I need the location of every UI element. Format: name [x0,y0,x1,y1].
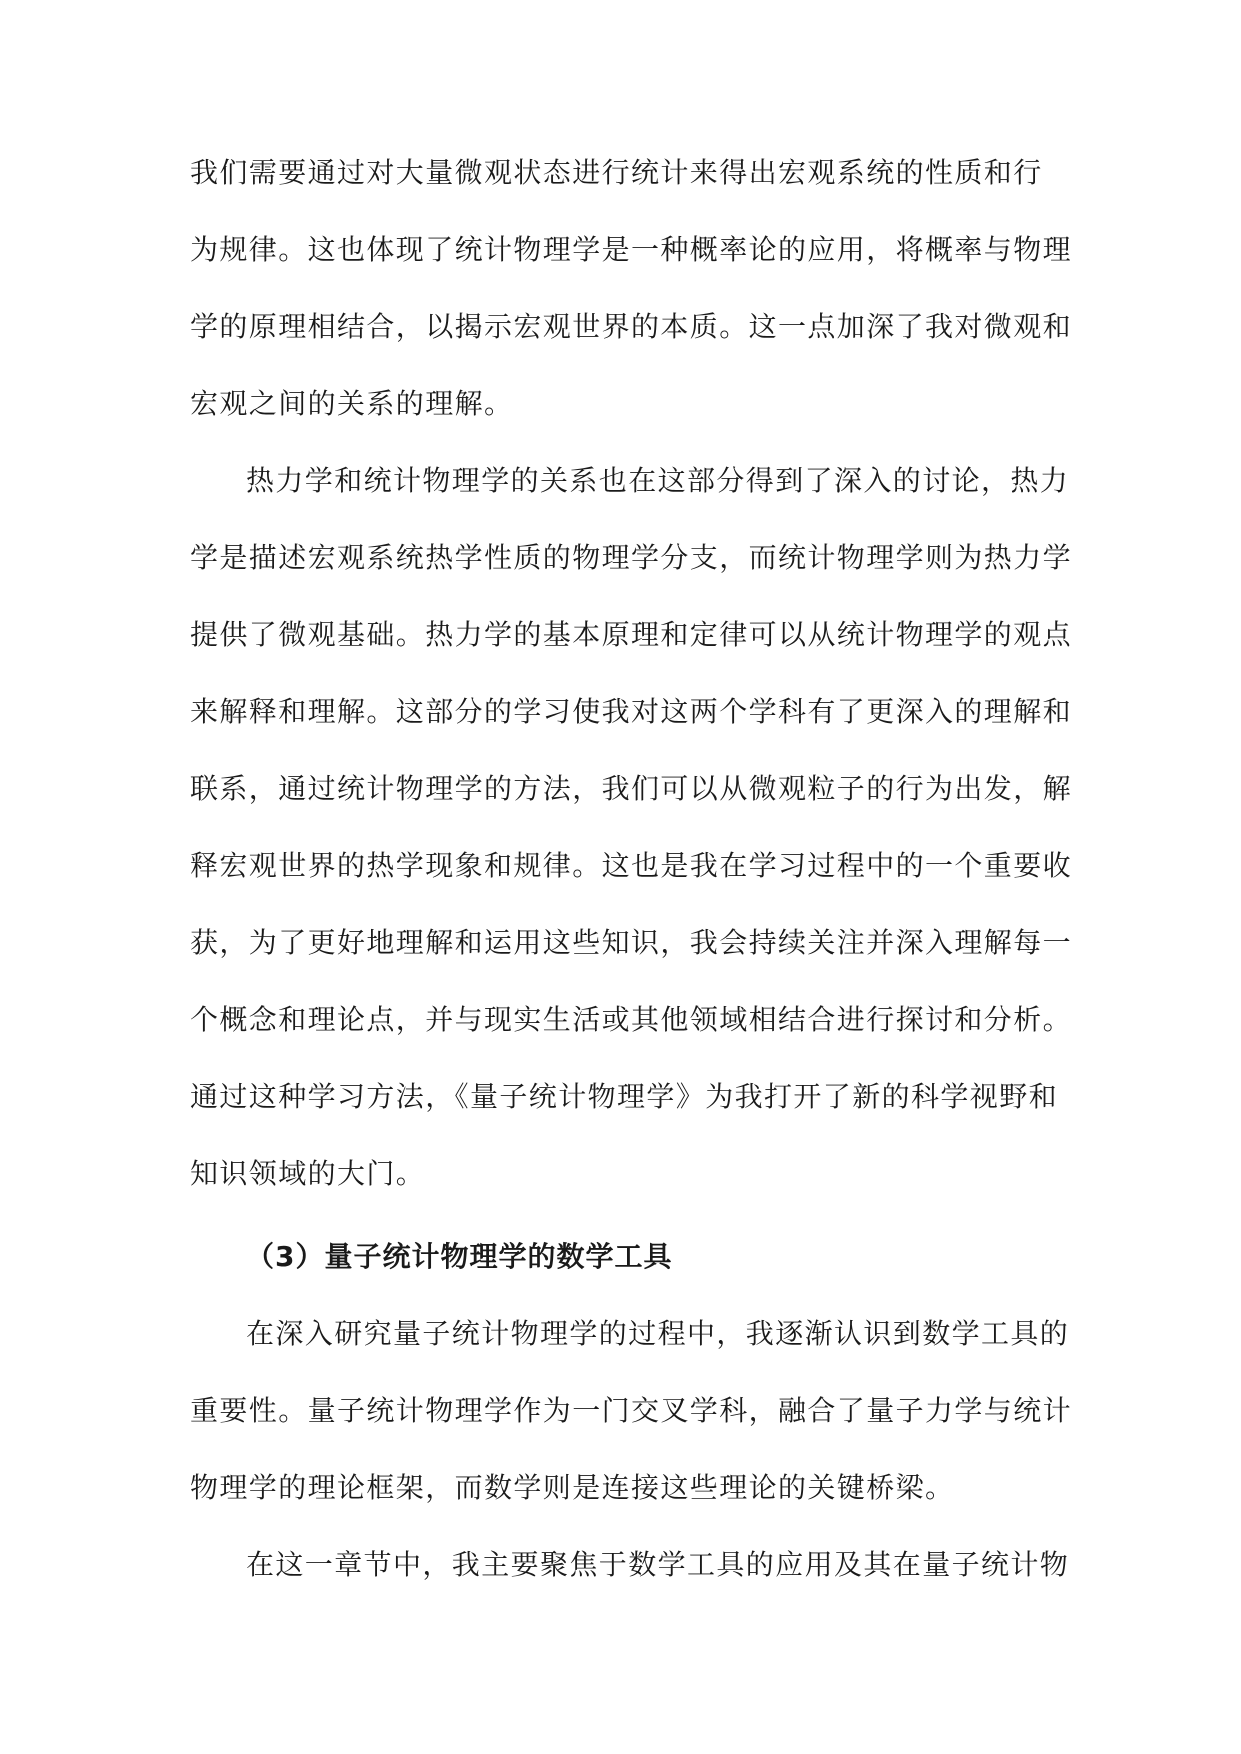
paragraph-line: 获，为了更好地理解和运用这些知识，我会持续关注并深入理解每一 [190,926,1073,959]
paragraph-line: 为规律。这也体现了统计物理学是一种概率论的应用，将概率与物理 [190,233,1073,266]
paragraph-line: 学是描述宏观系统热学性质的物理学分支，而统计物理学则为热力学 [190,541,1073,574]
paragraph-line: 重要性。量子统计物理学作为一门交叉学科，融合了量子力学与统计 [190,1394,1073,1427]
paragraph-line: 我们需要通过对大量微观状态进行统计来得出宏观系统的性质和行 [190,156,1043,189]
paragraph-line: 联系，通过统计物理学的方法，我们可以从微观粒子的行为出发，解 [190,772,1073,805]
paragraph-line: 学的原理相结合，以揭示宏观世界的本质。这一点加深了我对微观和 [190,310,1073,343]
paragraph-line: 在深入研究量子统计物理学的过程中，我逐渐认识到数学工具的 [246,1317,1070,1350]
body-text-upper [190,134,1073,1212]
paragraph-line: 在这一章节中，我主要聚焦于数学工具的应用及其在量子统计物 [246,1548,1070,1581]
paragraph-line: 个概念和理论点，并与现实生活或其他领域相结合进行探讨和分析。 [190,1003,1073,1036]
paragraph-line: 物理学的理论框架，而数学则是连接这些理论的关键桥梁。 [190,1471,955,1504]
paragraph-line: 通过这种学习方法，《量子统计物理学》为我打开了新的科学视野和 [190,1080,1059,1113]
paragraph-line: 来解释和理解。这部分的学习使我对这两个学科有了更深入的理解和 [190,695,1073,728]
paragraph-line: 知识领域的大门。 [190,1157,426,1190]
paragraph-line: 提供了微观基础。热力学的基本原理和定律可以从统计物理学的观点 [190,618,1073,651]
paragraph-line: 热力学和统计物理学的关系也在这部分得到了深入的讨论，热力 [246,464,1070,497]
section-heading: （3）量子统计物理学的数学工具 [246,1240,673,1273]
body-text-lower [190,1295,1073,1603]
paragraph-line: 释宏观世界的热学现象和规律。这也是我在学习过程中的一个重要收 [190,849,1073,882]
paragraph-line: 宏观之间的关系的理解。 [190,387,514,420]
